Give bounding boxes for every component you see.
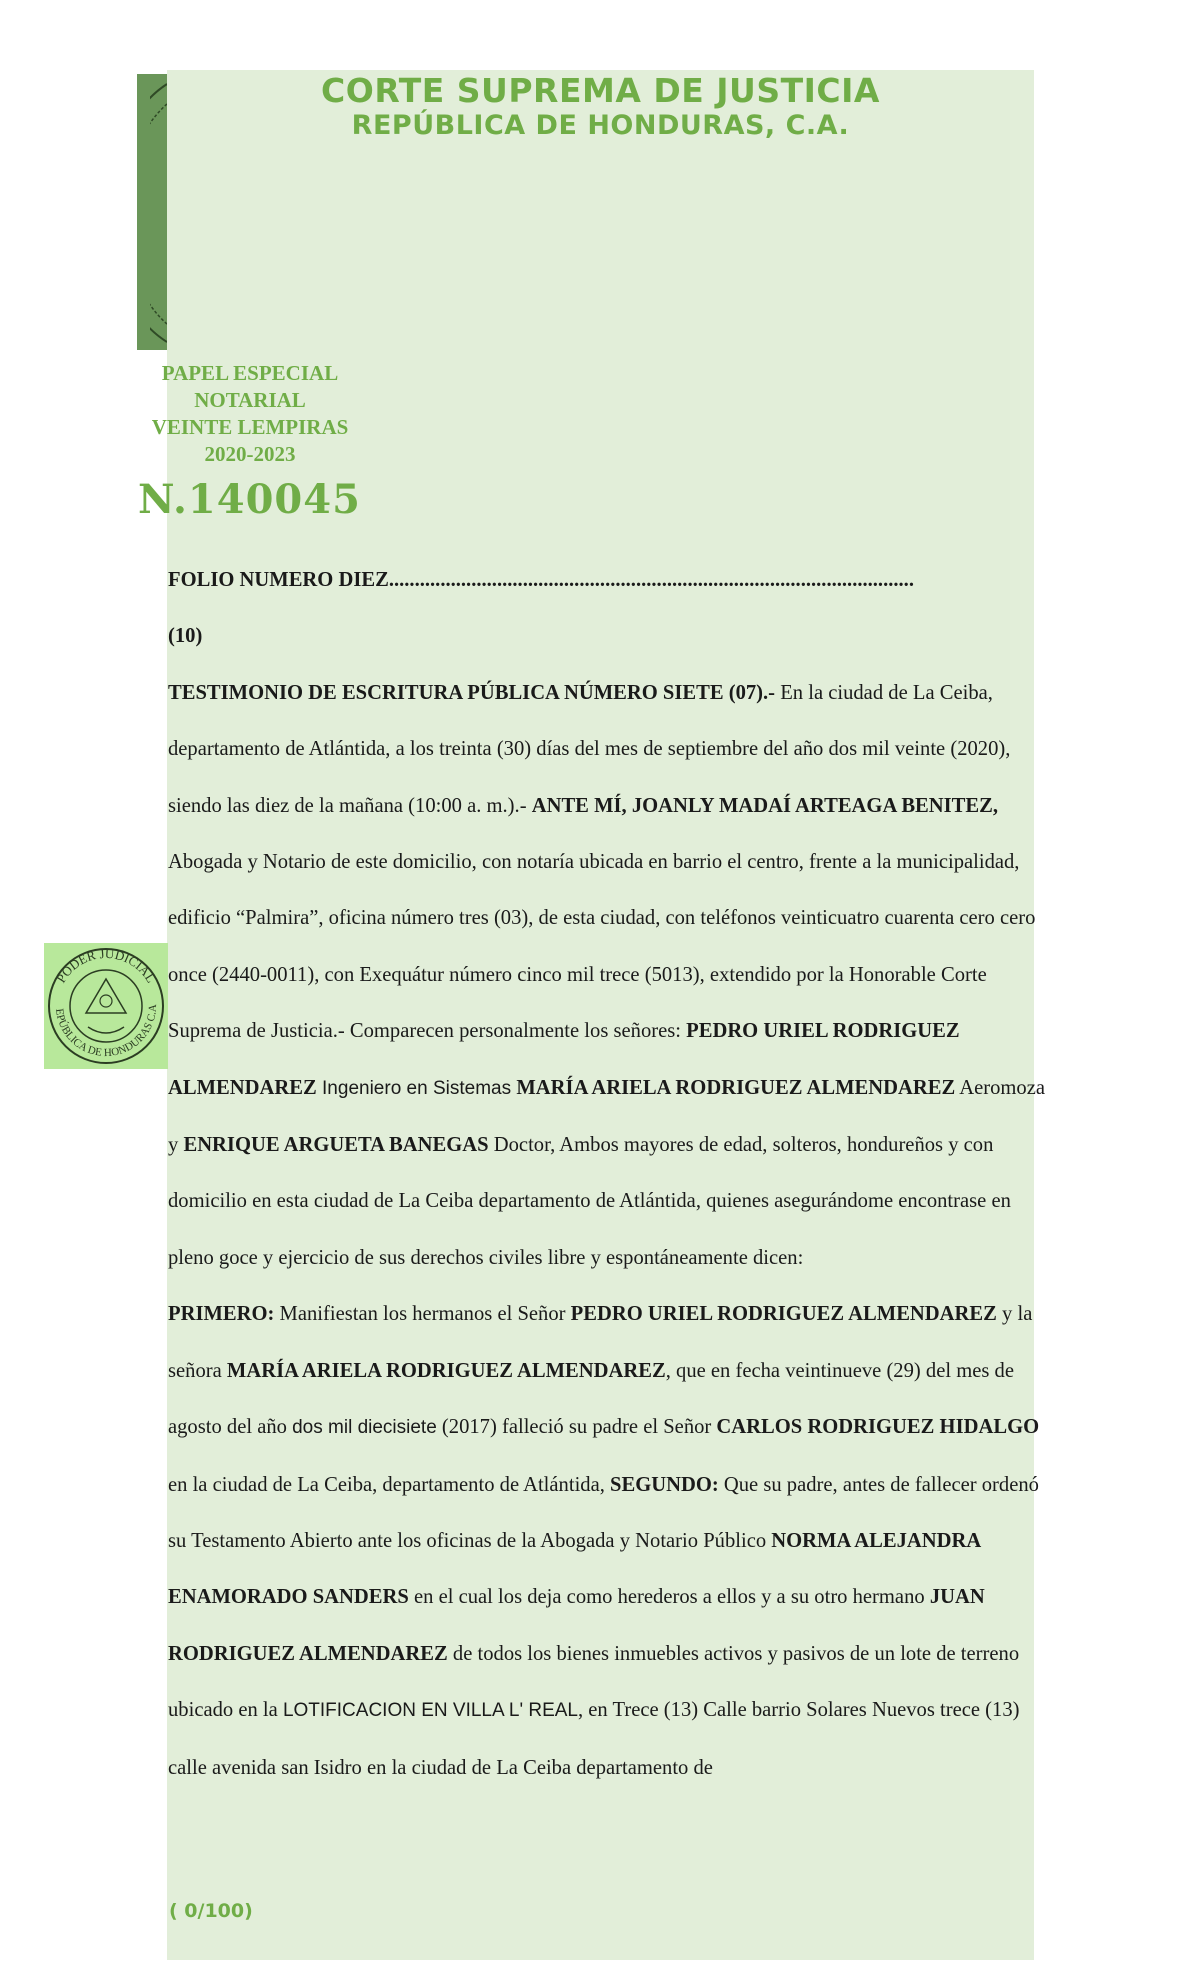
country-title: REPÚBLICA DE HONDURAS, C.A.	[351, 110, 850, 141]
party-name: MARÍA ARIELA RODRIGUEZ ALMENDAREZ	[516, 1076, 956, 1099]
deceased-name: CARLOS RODRIGUEZ HIDALGO	[716, 1416, 1040, 1439]
text-segment: Aeromoza y	[168, 1076, 1045, 1157]
text-segment: de todos los bienes inmuebles activos y pasivos de un lote de terreno ubicado en la	[168, 1642, 1020, 1722]
party-occupation: Ingeniero en Sistemas	[316, 1077, 517, 1099]
folio-number: (10)	[168, 625, 203, 648]
partial-seal-icon	[150, 74, 167, 350]
notary-name: ANTE MÍ, JOANLY MADAÍ ARTEAGA BENITEZ,	[531, 794, 999, 817]
text-segment: (2017) falleció su padre el Señor	[436, 1416, 717, 1439]
text-segment: , que en fecha veintinueve (29) del mes de agosto del año	[168, 1359, 1014, 1439]
stamp-line-1: PAPEL ESPECIAL	[161, 361, 339, 385]
text-segment: Manifiestan los hermanos el Señor	[274, 1303, 571, 1326]
seal-top-text: PODER JUDICIAL	[53, 945, 159, 986]
judicial-seal-icon	[44, 943, 168, 1069]
text-segment: Que su padre, antes de fallecer ordenó su Testamento Abierto ante los oficinas de la Abogada y Notario Público	[168, 1473, 1039, 1552]
text-segment: en la ciudad de La Ceiba, departamento de Atlántida,	[168, 1473, 611, 1496]
party-name: PEDRO URIEL RODRIGUEZ ALMENDAREZ	[168, 1020, 960, 1099]
clause-label: PRIMERO:	[168, 1303, 275, 1326]
deed-paragraph-1	[168, 665, 1060, 1286]
stamp-line-3: VEINTE LEMPIRAS	[151, 415, 349, 439]
court-title: CORTE SUPREMA DE JUSTICIA	[321, 71, 880, 110]
text-segment: en el cual los deja como herederos a ellos y a su otro hermano	[408, 1586, 930, 1609]
text-segment: LOTIFICACION EN VILLA L' REAL	[282, 1700, 578, 1722]
party-name: ENRIQUE ARGUETA BANEGAS	[183, 1134, 489, 1157]
deed-body	[168, 552, 1060, 1796]
party-name: PEDRO URIEL RODRIGUEZ ALMENDAREZ	[570, 1303, 997, 1326]
serial-number: N.140045	[138, 476, 361, 523]
stamp-line-2: NOTARIAL	[194, 388, 306, 412]
folio-line: FOLIO NUMERO DIEZ......................................................................................................	[168, 569, 914, 591]
stamp-line-4: 2020-2023	[204, 442, 296, 466]
seal-bottom-text: EPÚBLICA DE HONDURAS C.A	[52, 1003, 160, 1060]
page-counter: ( 0/100)	[169, 1900, 253, 1922]
notary-name: NORMA ALEJANDRA ENAMORADO SANDERS	[168, 1529, 981, 1609]
text-segment: , en Trece (13) Calle barrio Solares Nuevos trece (13) calle avenida san Isidro en la ciudad de La Ceiba departamento de	[168, 1699, 1020, 1779]
text-segment: En la ciudad de La Ceiba, departamento de Atlántida, a los treinta (30) días del mes de septiembre del año dos mil veinte (2020), siendo las diez de la mañana (10:00 a. m.).-	[168, 681, 1011, 817]
text-segment: dos mil diecisiete	[292, 1417, 437, 1439]
clause-label: SEGUNDO:	[610, 1473, 719, 1496]
text-segment: Abogada y Notario de este domicilio, con notaría ubicada en barrio el centro, frente a la municipalidad, edificio “Palmira”, oficina número tres (03), de esta ciudad, con teléfonos veinticuatro cuarenta cero cero once (2440-0011), con Exequátur número cinco mil trece (5013), extendido por la Honorable Corte Suprema de Justicia.- Comparecen personalmente los señores:	[168, 851, 1036, 1043]
document-header	[167, 70, 1034, 141]
text-segment: y la señora	[168, 1303, 1033, 1382]
party-name: MARÍA ARIELA RODRIGUEZ ALMENDAREZ	[226, 1359, 666, 1382]
deed-paragraph-2	[168, 1286, 1060, 1796]
heir-name: JUAN RODRIGUEZ ALMENDAREZ	[168, 1586, 985, 1665]
text-segment: Doctor, Ambos mayores de edad, solteros, hondureños y con domicilio en esta ciudad de La Ceiba departamento de Atlántida, quienes asegurándome encontrase en pleno goce y ejercicio de sus derechos civiles libre y espontáneamente dicen:	[168, 1134, 1011, 1269]
paper-stamp	[130, 360, 370, 468]
deed-title: TESTIMONIO DE ESCRITURA PÚBLICA NÚMERO SIETE (07).-	[168, 681, 776, 704]
